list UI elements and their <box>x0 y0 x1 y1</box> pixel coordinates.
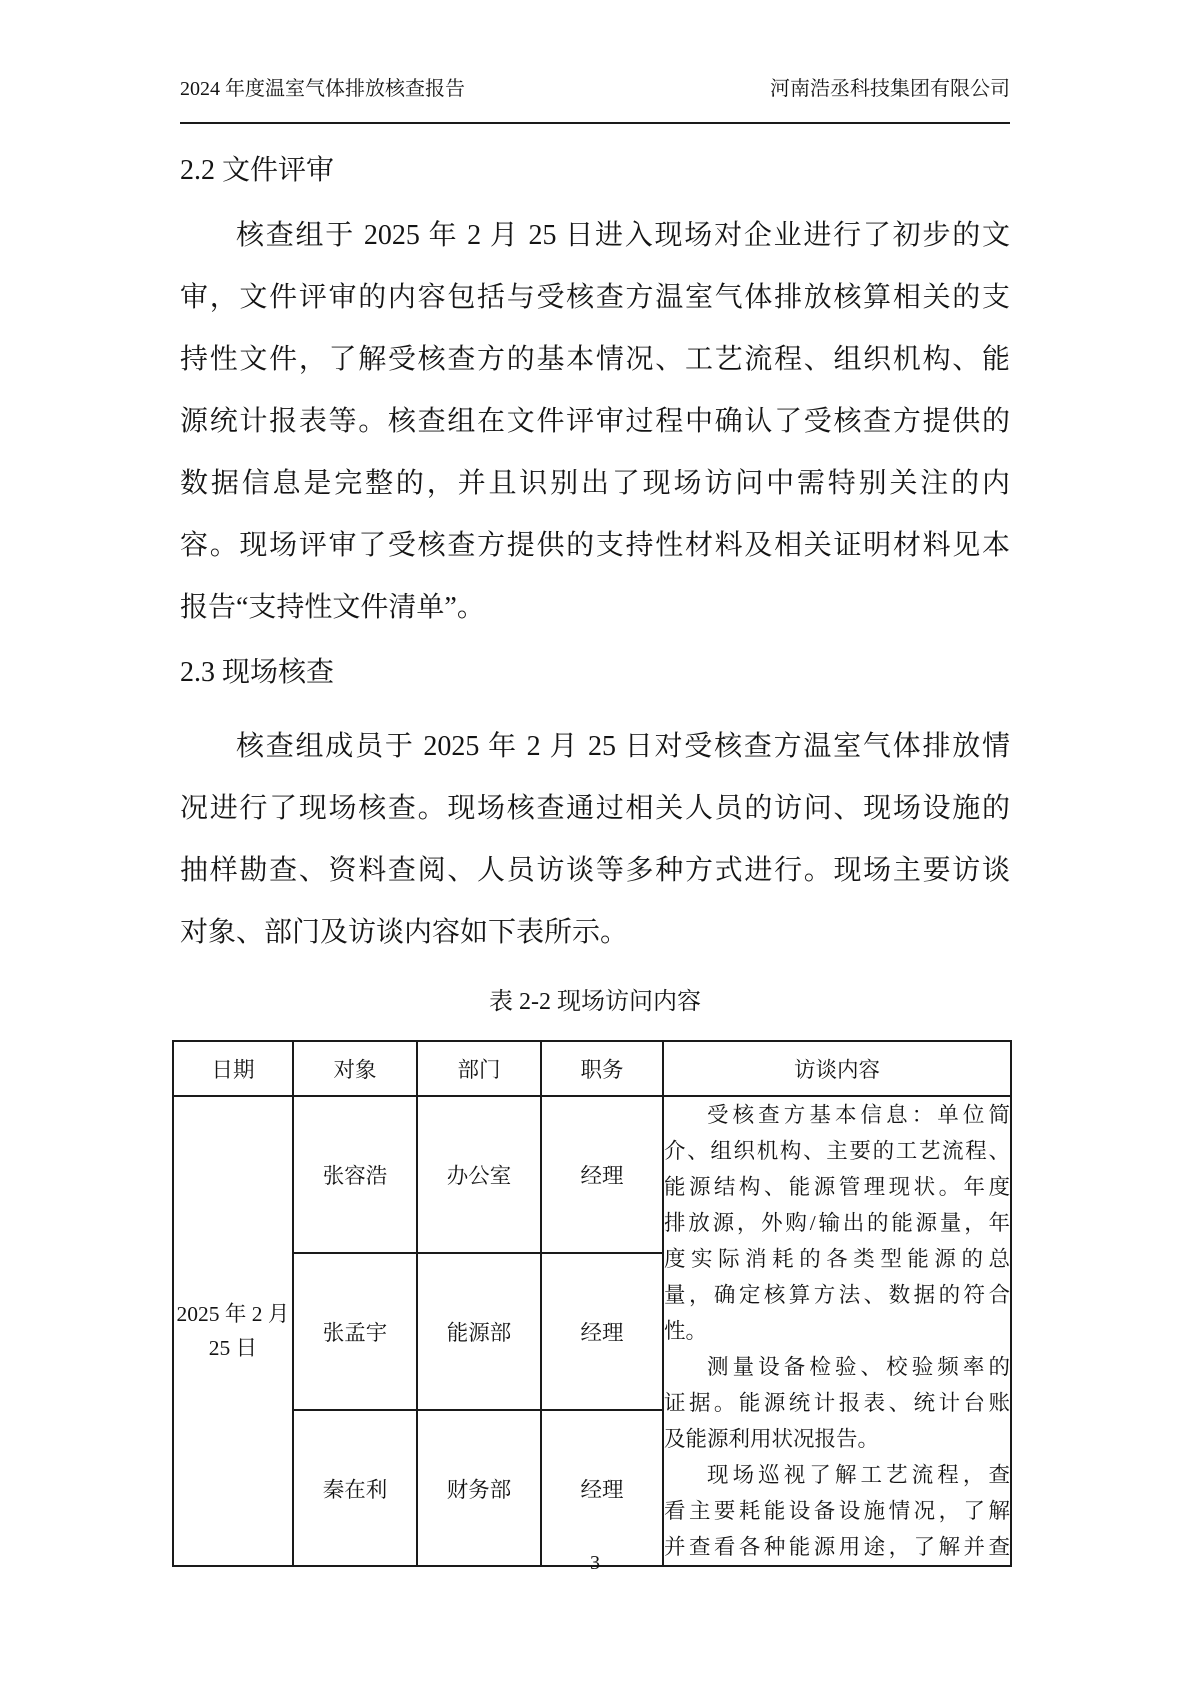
title-cell: 经理 <box>541 1096 663 1253</box>
interview-paragraph: 测量设备检验、校验频率的 证据。能源统计报表、统计台账 及能源利用状况报告。 <box>664 1355 1010 1451</box>
section-heading-2-3: 2.3 现场核查 <box>180 657 335 688</box>
table-caption: 表 2-2 现场访问内容 <box>489 989 701 1015</box>
department-cell: 能源部 <box>417 1253 541 1410</box>
title-cell: 经理 <box>541 1253 663 1410</box>
header-rule <box>180 122 1010 124</box>
page-number: 3 <box>590 1552 600 1574</box>
column-header-title: 职务 <box>541 1041 663 1096</box>
paragraph-2-2: 核查组于 2025 年 2 月 25 日进入现场对企业进行了初步的文 审，文件评审的内容包括与受核查方温室气体排放核算相关的支 持性文件，了解受核查方的基本情况、工艺流程、组织机构、能 源统计报表等。核查组在文件评审过程中确认了受核查方提供的 数据信息是完整的，并且识别出了现场访问中需特别关注的内 容。现场评审了受核查方提供的支持性材料及相关证明材料见本 报告“支持性文件清单”。 <box>180 220 1010 623</box>
header-company-name: 河南浩丞科技集团有限公司 <box>770 78 1010 100</box>
interview-paragraph: 受核查方基本信息：单位简 介、组织机构、主要的工艺流程、 能源结构、能源管理现状。年度 排放源，外购/输出的能源量，年 度实际消耗的各类型能源的总 量，确定核算方法、数据的符合 性。 <box>664 1103 1010 1343</box>
person-cell: 秦在利 <box>293 1410 417 1566</box>
site-visit-table <box>172 1040 1012 1567</box>
running-header <box>180 76 1010 102</box>
column-header-person: 对象 <box>293 1041 417 1096</box>
interview-paragraph: 现场巡视了解工艺流程，查 看主要耗能设备设施情况，了解 并查看各种能源用途，了解并查 <box>664 1463 1010 1559</box>
header-doc-title: 2024 年度温室气体排放核查报告 <box>180 78 465 100</box>
column-header-department: 部门 <box>417 1041 541 1096</box>
section-heading-2-2: 2.2 文件评审 <box>180 155 335 186</box>
table-row <box>173 1096 1011 1253</box>
interview-content-cell <box>663 1096 1011 1566</box>
person-cell: 张容浩 <box>293 1096 417 1253</box>
paragraph-2-3: 核查组成员于 2025 年 2 月 25 日对受核查方温室气体排放情 况进行了现场核查。现场核查通过相关人员的访问、现场设施的 抽样勘查、资料查阅、人员访谈等多种方式进行。现场主要访谈 对象、部门及访谈内容如下表所示。 <box>180 731 1010 948</box>
department-cell: 办公室 <box>417 1096 541 1253</box>
person-cell: 张孟宇 <box>293 1253 417 1410</box>
column-header-date: 日期 <box>173 1041 293 1096</box>
department-cell: 财务部 <box>417 1410 541 1566</box>
date-cell: 2025 年 2 月 25 日 <box>173 1096 293 1566</box>
title-cell: 经理 <box>541 1410 663 1566</box>
column-header-interview-content: 访谈内容 <box>663 1041 1011 1096</box>
table-header-row <box>173 1041 1011 1096</box>
